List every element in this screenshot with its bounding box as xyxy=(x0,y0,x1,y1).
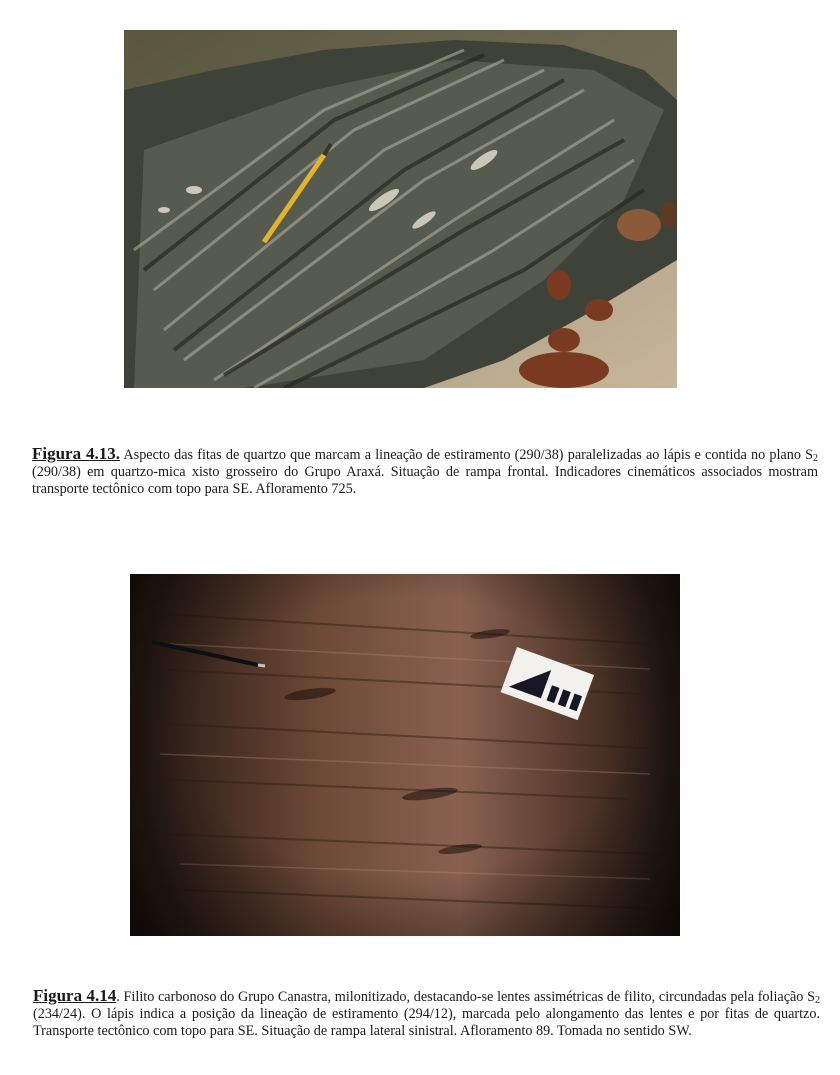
figure-4-14-label: Figura 4.14 xyxy=(33,986,117,1005)
figure-4-13-subscript: 2 xyxy=(813,453,818,464)
phyllite-outcrop-image xyxy=(130,574,680,936)
figure-4-14-text-part2: (234/24). O lápis indica a posição da lineação de estiramento (294/12), marcada pelo alongamento das lentes e por fitas de quartzo. Transporte tectônico com topo para SE. Situação de rampa lateral sinistral. Afloramento 89. Tomada no sentido SW. xyxy=(33,989,824,1039)
figure-4-14-subscript: 2 xyxy=(815,995,821,1006)
outcrop-photo-4-13 xyxy=(124,30,677,388)
figure-4-13-caption xyxy=(32,444,822,498)
figure-4-13-text-part1: Aspecto das fitas de quartzo que marcam a lineação de estiramento (290/38) paralelizadas ao lápis e contida no plano S xyxy=(120,447,813,463)
figure-4-13-label: Figura 4.13. xyxy=(32,444,121,463)
schist-outcrop-image xyxy=(124,30,677,388)
outcrop-photo-4-14 xyxy=(130,574,680,936)
figure-4-14-text-part1: . Filito carbonoso do Grupo Canastra, milonitizado, destacando-se lentes assimétricas de filito, circundadas pela foliação S xyxy=(116,989,816,1005)
figure-4-13-text-part2: (290/38) em quartzo-mica xisto grosseiro do Grupo Araxá. Situação de rampa frontal. Indicadores cinemáticos associados mostram transporte tectônico com topo para SE. Afloramento 725. xyxy=(32,447,822,497)
figure-4-14-caption xyxy=(33,986,824,1040)
